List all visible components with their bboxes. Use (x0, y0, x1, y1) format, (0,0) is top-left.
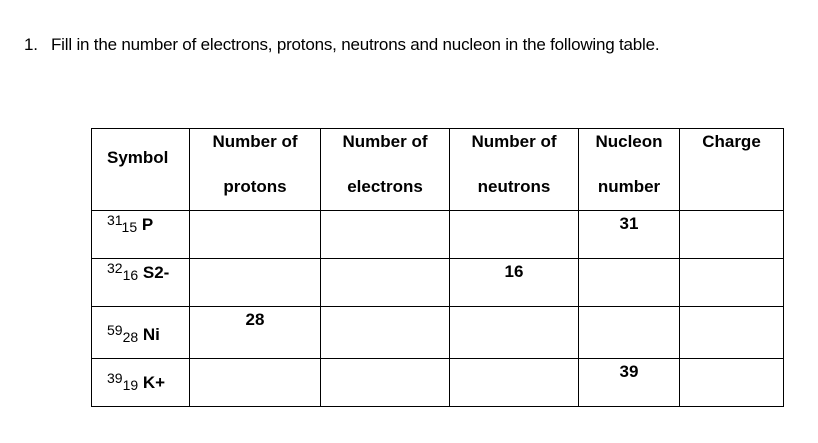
charge-cell[interactable] (680, 211, 784, 259)
element-symbol: P (141, 215, 154, 234)
symbol-cell: $^{39}$19 K+ (92, 359, 190, 407)
header-row (92, 129, 784, 211)
element-symbol: K+ (142, 373, 166, 392)
symbol-cell: $^{31}$15 P (92, 211, 190, 259)
symbol-cell: $^{59}$28 Ni (92, 307, 190, 359)
neutrons-cell[interactable] (450, 211, 579, 259)
header-electrons: Number of electrons (321, 129, 450, 211)
protons-cell[interactable] (190, 359, 321, 407)
table-row (92, 359, 784, 407)
atom-table (91, 128, 784, 407)
header-neutrons: Number of neutrons (450, 129, 579, 211)
neutrons-cell[interactable] (450, 359, 579, 407)
electrons-cell[interactable] (321, 211, 450, 259)
symbol-cell: $^{32}$16 S2- (92, 259, 190, 307)
header-nucleon: Nucleon number (579, 129, 680, 211)
protons-cell[interactable] (190, 211, 321, 259)
nucleon-cell[interactable] (579, 307, 680, 359)
nucleon-cell[interactable]: 31 (579, 211, 680, 259)
charge-cell[interactable] (680, 359, 784, 407)
table-row (92, 259, 784, 307)
header-symbol: Symbol (92, 129, 190, 211)
electrons-cell[interactable] (321, 259, 450, 307)
element-symbol: Ni (142, 325, 160, 344)
neutrons-cell[interactable] (450, 307, 579, 359)
nucleon-cell[interactable]: 39 (579, 359, 680, 407)
table-row (92, 307, 784, 359)
electrons-cell[interactable] (321, 307, 450, 359)
electrons-cell[interactable] (321, 359, 450, 407)
question-prompt: Fill in the number of electrons, protons, neutrons and nucleon in the following table. (51, 35, 660, 54)
neutrons-cell[interactable]: 16 (450, 259, 579, 307)
charge-cell[interactable] (680, 307, 784, 359)
question-text (24, 35, 659, 55)
question-number: 1. (24, 35, 38, 54)
header-charge: Charge (680, 129, 784, 211)
charge-cell[interactable] (680, 259, 784, 307)
element-symbol: S2- (142, 263, 170, 282)
table-row (92, 211, 784, 259)
protons-cell[interactable]: 28 (190, 307, 321, 359)
protons-cell[interactable] (190, 259, 321, 307)
nucleon-cell[interactable] (579, 259, 680, 307)
header-protons: Number of protons (190, 129, 321, 211)
